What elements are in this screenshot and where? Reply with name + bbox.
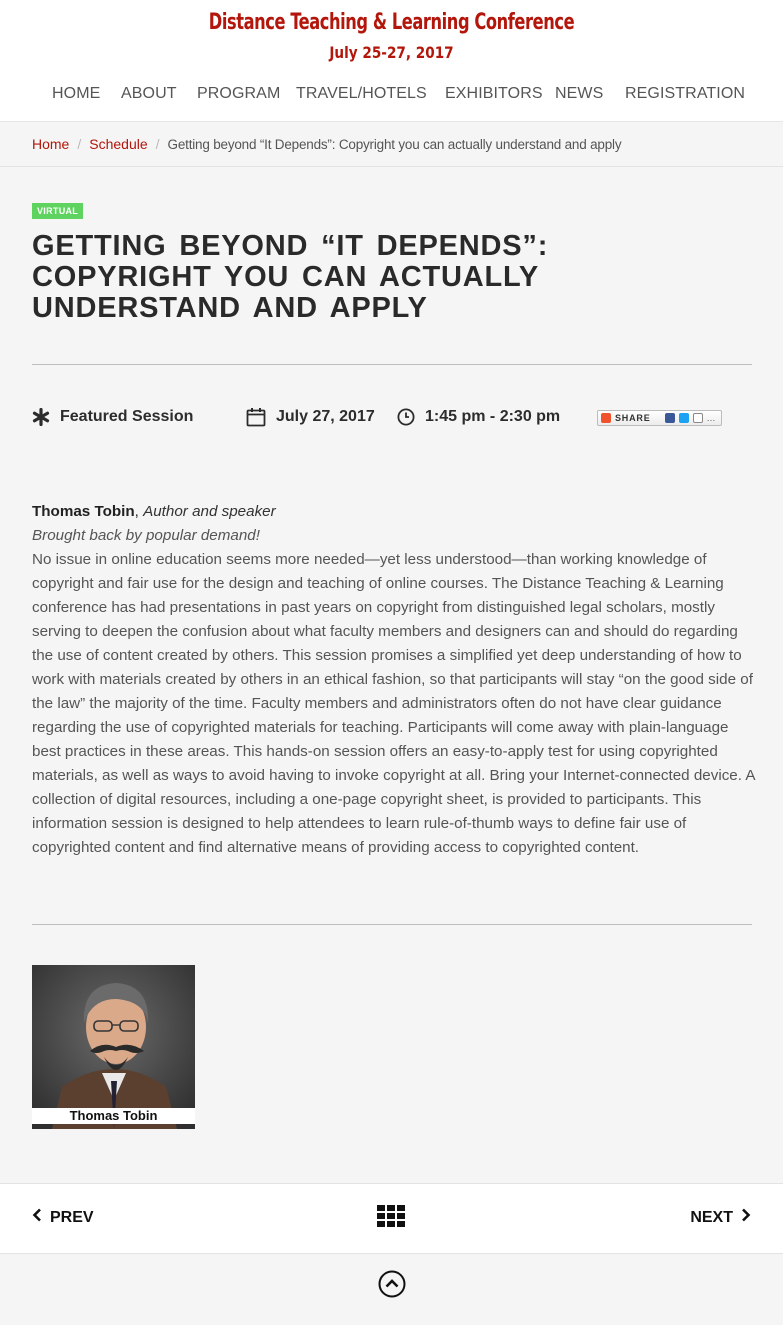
clock-icon [397,408,415,426]
conference-title[interactable]: Distance Teaching & Learning Conference [208,10,575,35]
virtual-badge: VIRTUAL [32,203,83,219]
divider [32,364,752,365]
speaker-line: Thomas Tobin, Author and speaker [32,503,276,520]
calendar-icon [246,407,266,427]
photo-caption: Thomas Tobin [32,1108,195,1124]
addthis-icon [601,413,611,423]
speaker-role: Author and speaker [143,503,276,520]
breadcrumb [32,136,621,152]
description-text: No issue in online education seems more needed—yet less understood—than working knowledge of copyright and fair use for the design and teaching of online courses. The Distance Teaching & Learning conference has had presentations in past years on copyright from distinguished legal scholars, mostly serving to deepen the confusion about what faculty members and designers can and should do regarding the use of content created by others. This session promises a simplified yet deep understanding of how to work with materials created by others in an ethical fashion, so that participants will stay “on the good side of the law” the majority of the time. Faculty members and administrators often do not have clear guidance regarding the use of copyrighted materials for teaching. Participants will come away with plain-language best practices in these areas. This hands-on session offers an easy-to-apply test for using copyrighted materials, as well as ways to avoid having to invoke copyright at all. Bring your Internet-connected device. A collection of digital resources, including a one-page copyright sheet, is provided to participants. This information session is designed to help attendees to learn rule-of-thumb ways to define fair use of copyrighted content and find alternative means of providing access to copyrighted content. [32,551,755,856]
site-header [0,0,783,122]
chevron-right-icon [741,1208,751,1227]
nav-news[interactable]: NEWS [555,85,604,102]
time-label: 1:45 pm - 2:30 pm [425,408,561,425]
session-description [32,500,757,860]
nav-registration[interactable]: REGISTRATION [625,85,746,102]
breadcrumb-separator: / [155,136,160,152]
session-time [397,402,560,432]
breadcrumb-current: Getting beyond “It Depends”: Copyright you can actually understand and apply [167,137,622,152]
facebook-icon [665,413,675,423]
share-button[interactable] [597,410,722,426]
breadcrumb-separator: / [77,136,82,152]
date-label: July 27, 2017 [276,408,375,425]
session-date [246,402,375,432]
asterisk-icon [32,408,50,426]
nav-exhibitors[interactable]: EXHIBITORS [445,85,543,102]
share-label: SHARE [615,413,651,423]
prev-button[interactable] [32,1208,94,1227]
nav-about[interactable]: ABOUT [121,85,177,102]
email-icon [693,413,703,423]
breadcrumb-schedule[interactable]: Schedule [89,136,148,152]
speaker-name: Thomas Tobin [32,503,135,520]
breadcrumb-bar [0,122,783,167]
speaker-photo[interactable] [32,965,195,1129]
back-to-top-icon[interactable] [378,1270,406,1298]
speaker-portrait [32,965,195,1129]
breadcrumb-home[interactable]: Home [32,136,70,152]
nav-program[interactable]: PROGRAM [197,85,281,102]
session-pager [0,1183,783,1254]
chevron-left-icon [32,1208,42,1227]
twitter-icon [679,413,689,423]
more-icon: … [706,413,716,423]
next-label: NEXT [690,1208,733,1226]
divider [32,924,752,925]
session-title: GETTING BEYOND “IT DEPENDS”: COPYRIGHT YOU CAN ACTUALLY UNDERSTAND AND APPLY [32,230,549,324]
grid-icon[interactable] [377,1205,405,1227]
prev-label: PREV [50,1208,94,1226]
next-button[interactable] [690,1208,751,1227]
nav-travel-hotels[interactable]: TRAVEL/HOTELS [296,85,427,102]
session-category [32,402,193,432]
main-nav [0,85,783,105]
category-label: Featured Session [60,408,194,425]
conference-dates: July 25-27, 2017 [329,43,454,62]
nav-home[interactable]: HOME [52,85,101,102]
speaker-tagline: Brought back by popular demand! [32,527,260,544]
